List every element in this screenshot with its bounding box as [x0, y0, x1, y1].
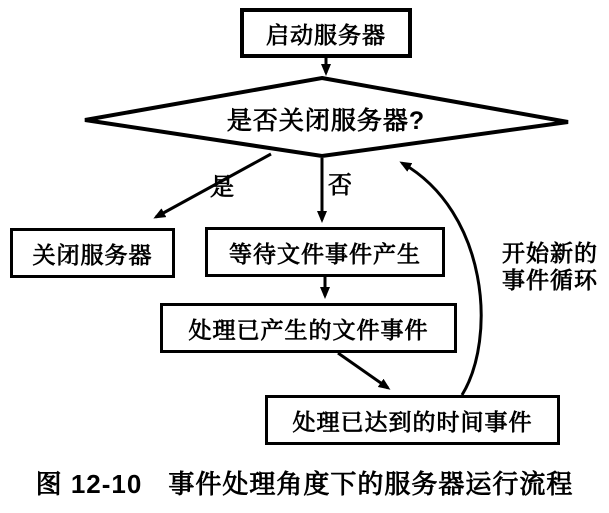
figure-caption [0, 464, 609, 501]
edge-label-yes: 是 [210, 174, 234, 201]
node-start-server: 启动服务器 [240, 8, 412, 58]
edge-process-file-to-process-time [338, 353, 388, 388]
figure-number: 图 12-10 [35, 469, 143, 499]
edge-label-no: 否 [328, 172, 352, 199]
figure-title: 事件处理角度下的服务器运行流程 [168, 469, 574, 499]
node-decision-label: 是否关闭服务器? [226, 107, 426, 135]
node-process-file-events: 处理已产生的文件事件 [160, 303, 457, 353]
node-wait-file-events: 等待文件事件产生 [205, 227, 445, 277]
edge-loop-back-to-decision [402, 163, 481, 395]
loop-annotation-line1: 开始新的 [502, 240, 598, 266]
node-close-server: 关闭服务器 [10, 228, 175, 278]
loop-annotation-line2: 事件循环 [502, 267, 598, 293]
node-process-time-events: 处理已达到的时间事件 [265, 395, 560, 445]
loop-annotation [502, 240, 598, 294]
